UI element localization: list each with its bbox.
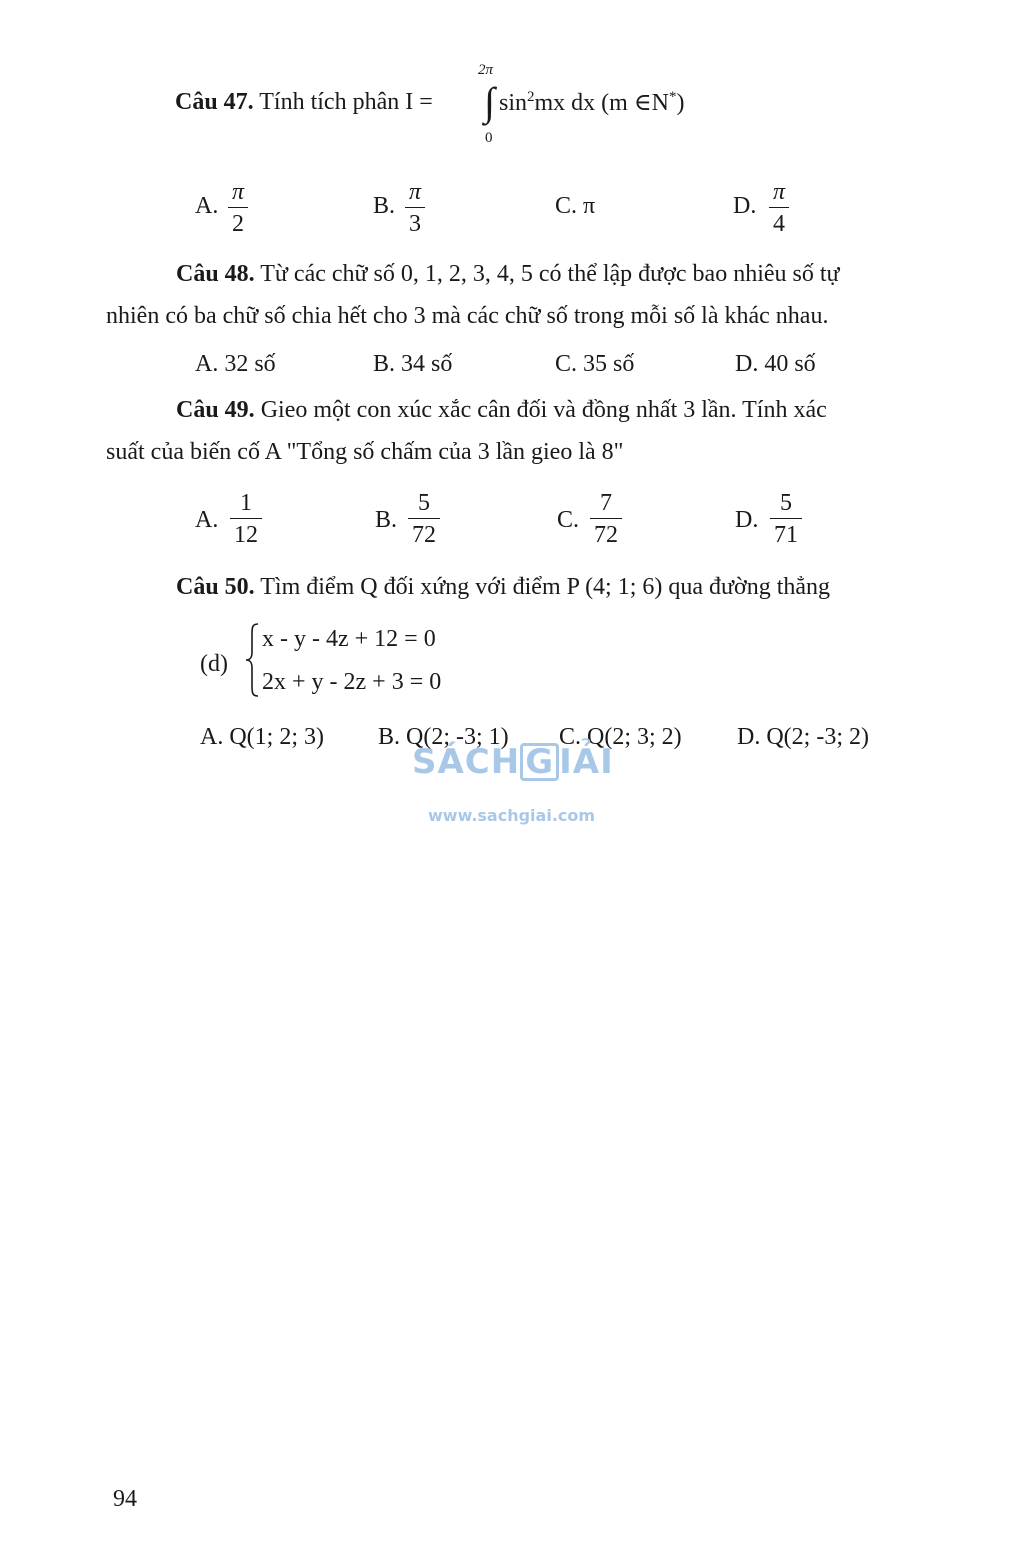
q49-c-den: 72 xyxy=(590,518,622,547)
line-d-label: (d) xyxy=(200,651,228,677)
q47-a-num: π xyxy=(232,179,245,205)
q49-b-den: 72 xyxy=(408,518,440,547)
q49-b-num: 5 xyxy=(418,490,430,516)
q48-option-d[interactable]: D. 40 số xyxy=(735,351,816,377)
q47-option-d-letter[interactable]: D. xyxy=(733,193,757,219)
integral-sign: ∫ xyxy=(484,79,495,124)
question-49-line-2: suất của biến cố A "Tổng số chấm của 3 lần gieo là 8" xyxy=(106,439,624,465)
q49-option-d-fraction xyxy=(770,491,802,547)
integrand-power: 2 xyxy=(527,89,535,105)
q49-d-num: 5 xyxy=(780,490,792,516)
question-47-text: Tính tích phân I = xyxy=(259,89,433,115)
q47-b-den: 3 xyxy=(405,207,425,236)
q47-option-c[interactable] xyxy=(555,194,595,218)
watermark-url: www.sachgiai.com xyxy=(428,806,596,825)
q49-option-d-letter[interactable]: D. xyxy=(735,507,759,533)
question-47-stem xyxy=(175,90,433,114)
system-equation-2: 2x + y - 2z + 3 = 0 xyxy=(262,669,442,695)
integrand-rest: mx dx (m ∈N xyxy=(534,90,669,116)
question-49-label: Câu 49. xyxy=(176,397,255,423)
question-49-text-1: Gieo một con xúc xắc cân đối và đồng nhất 3 lần. Tính xác xyxy=(260,397,827,423)
q47-b-num: π xyxy=(409,179,422,205)
q49-c-num: 7 xyxy=(600,490,612,516)
page-number: 94 xyxy=(113,1486,137,1512)
question-48-line-1 xyxy=(176,262,840,286)
q47-c-letter: C. xyxy=(555,193,578,219)
watermark-logo xyxy=(412,742,614,782)
watermark-brand-g: G xyxy=(520,743,559,781)
integral-upper-bound: 2π xyxy=(478,62,494,78)
q49-a-num: 1 xyxy=(240,490,252,516)
integrand-star: * xyxy=(668,89,677,105)
q50-option-d[interactable]: D. Q(2; -3; 2) xyxy=(737,724,869,750)
question-48-line-2: nhiên có ba chữ số chia hết cho 3 mà các chữ số trong mỗi số là khác nhau. xyxy=(106,303,829,329)
question-48-label: Câu 48. xyxy=(176,261,255,287)
q49-option-b-fraction xyxy=(408,491,440,547)
watermark-brand-pre: SÁCH xyxy=(412,742,521,782)
q49-d-den: 71 xyxy=(770,518,802,547)
watermark-brand-post: IẢI xyxy=(559,742,614,782)
question-50-line-1 xyxy=(176,575,830,599)
question-50-text: Tìm điểm Q đối xứng với điểm P (4; 1; 6) qua đường thẳng xyxy=(260,574,831,600)
integrand-close: ) xyxy=(676,90,685,116)
q49-option-a-fraction xyxy=(230,491,262,547)
question-49-line-1 xyxy=(176,398,827,422)
q47-option-a-fraction xyxy=(228,180,248,236)
question-47-label: Câu 47. xyxy=(175,89,254,115)
question-50-label: Câu 50. xyxy=(176,574,255,600)
q48-option-a[interactable]: A. 32 số xyxy=(195,351,276,377)
q47-option-b-fraction xyxy=(405,180,425,236)
q49-option-c-fraction xyxy=(590,491,622,547)
q47-d-num: π xyxy=(773,179,786,205)
system-brace xyxy=(244,622,260,698)
q47-option-d-fraction xyxy=(769,180,789,236)
q47-option-a-letter[interactable]: A. xyxy=(195,193,219,219)
q49-option-a-letter[interactable]: A. xyxy=(195,507,219,533)
q48-option-b[interactable]: B. 34 số xyxy=(373,351,453,377)
q50-option-c[interactable]: C. Q(2; 3; 2) xyxy=(559,724,682,750)
q47-a-den: 2 xyxy=(228,207,248,236)
q48-option-c[interactable]: C. 35 số xyxy=(555,351,635,377)
q47-d-den: 4 xyxy=(769,207,789,236)
q49-option-c-letter[interactable]: C. xyxy=(557,507,580,533)
integral-expression xyxy=(499,90,684,115)
system-equation-1: x - y - 4z + 12 = 0 xyxy=(262,626,436,652)
integral-lower-bound: 0 xyxy=(485,130,493,146)
q49-option-b-letter[interactable]: B. xyxy=(375,507,398,533)
q50-option-b[interactable]: B. Q(2; -3; 1) xyxy=(378,724,509,750)
q47-option-b-letter[interactable]: B. xyxy=(373,193,396,219)
q47-c-text: π xyxy=(583,193,596,219)
integrand-func: sin xyxy=(499,90,528,116)
q49-a-den: 12 xyxy=(230,518,262,547)
q50-option-a[interactable]: A. Q(1; 2; 3) xyxy=(200,724,324,750)
question-48-text-1: Từ các chữ số 0, 1, 2, 3, 4, 5 có thể lập được bao nhiêu số tự xyxy=(260,261,840,287)
